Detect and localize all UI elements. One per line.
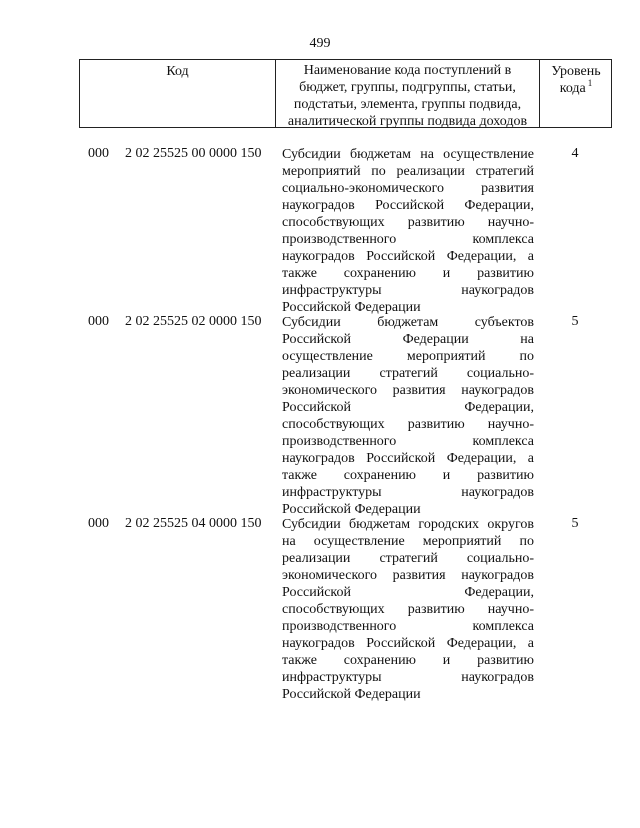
name-line: Субсидии бюджетам субъектов (282, 315, 534, 330)
name-line: способствующих развитию научно- (282, 417, 534, 432)
name-line: наукоградов Российской Федерации, (282, 198, 534, 213)
name-line: экономического развития наукоградов (282, 568, 534, 583)
header-level (540, 60, 612, 127)
revenue-name (282, 516, 534, 703)
name-line: инфраструктуры наукоградов (282, 283, 534, 298)
name-line: реализации стратегий социально- (282, 366, 534, 381)
header-level-line: Уровень (551, 64, 601, 79)
page-number: 499 (309, 36, 331, 51)
name-line: реализации стратегий социально- (282, 551, 534, 566)
header-name-line: бюджет, группы, подгруппы, статьи, (299, 80, 516, 95)
name-line: инфраструктуры наукоградов (282, 485, 534, 500)
name-line: также сохранению и развитию (282, 266, 534, 281)
name-line: также сохранению и развитию (282, 653, 534, 668)
name-line: Российской Федерации (282, 502, 421, 517)
name-line: производственного комплекса (282, 434, 534, 449)
admin-code: 000 (88, 516, 109, 531)
revenue-code: 2 02 25525 00 0000 150 (125, 146, 262, 161)
name-line: способствующих развитию научно- (282, 602, 534, 617)
level-code: 4 (571, 146, 579, 161)
name-line: наукоградов Российской Федерации, а (282, 249, 534, 264)
revenue-name (282, 314, 534, 518)
name-line: производственного комплекса (282, 232, 534, 247)
name-line: Российской Федерации, (282, 585, 534, 600)
name-line: Российской Федерации, (282, 400, 534, 415)
revenue-code: 2 02 25525 04 0000 150 (125, 516, 262, 531)
admin-code: 000 (88, 314, 109, 329)
header-code: Код (80, 60, 276, 127)
name-line: производственного комплекса (282, 619, 534, 634)
table-header (79, 59, 612, 128)
header-level-line (540, 80, 612, 97)
name-line: наукоградов Российской Федерации, а (282, 636, 534, 651)
revenue-code: 2 02 25525 02 0000 150 (125, 314, 262, 329)
name-line: способствующих развитию научно- (282, 215, 534, 230)
name-line: Российской Федерации (282, 300, 421, 315)
header-name-line: подстатьи, элемента, группы подвида, (293, 97, 522, 112)
level-code: 5 (571, 314, 579, 329)
name-line: социально-экономического развития (282, 181, 534, 196)
name-line: инфраструктуры наукоградов (282, 670, 534, 685)
name-line: Российской Федерации на (282, 332, 534, 347)
name-line: Субсидии бюджетам городских округов (282, 517, 534, 532)
revenue-name (282, 146, 534, 316)
name-line: Российской Федерации (282, 687, 421, 702)
footnote-marker: 1 (587, 78, 593, 89)
name-line: наукоградов Российской Федерации, а (282, 451, 534, 466)
name-line: на осуществление мероприятий по (282, 534, 534, 549)
level-code: 5 (571, 516, 579, 531)
header-name-line: Наименование кода поступлений в (303, 63, 512, 78)
name-line: осуществление мероприятий по (282, 349, 534, 364)
name-line: экономического развития наукоградов (282, 383, 534, 398)
name-line: Субсидии бюджетам на осуществление (282, 147, 534, 162)
admin-code: 000 (88, 146, 109, 161)
header-name-line: аналитической группы подвида доходов (287, 114, 528, 129)
header-level-text: кода (559, 81, 586, 96)
header-name (276, 60, 540, 127)
name-line: мероприятий по реализации стратегий (282, 164, 534, 179)
name-line: также сохранению и развитию (282, 468, 534, 483)
